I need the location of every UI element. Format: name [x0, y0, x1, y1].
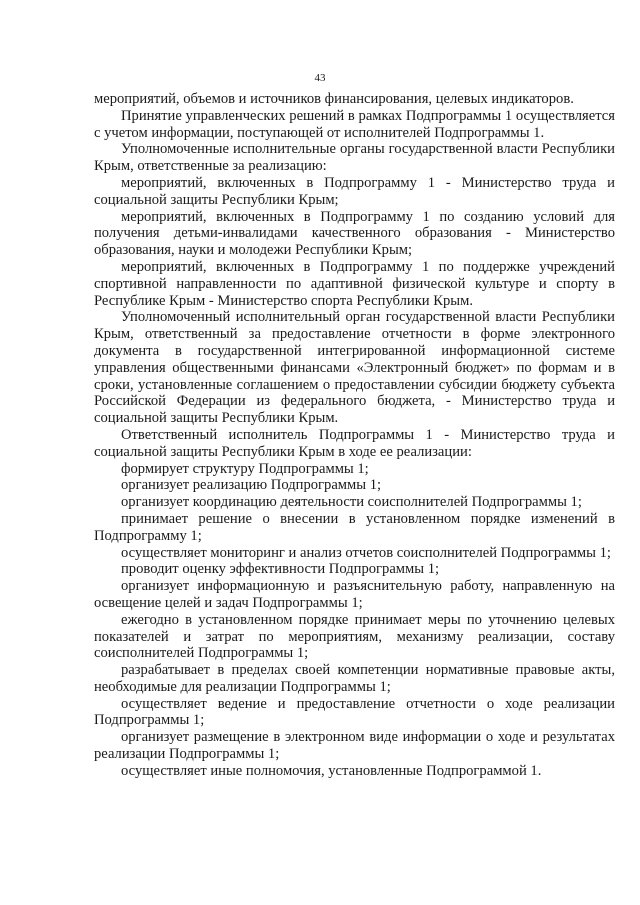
duty-item: организует информационную и разъяснительную работу, направленную на освещение целей и задач Подпрограммы 1; [94, 578, 615, 611]
duty-item: принимает решение о внесении в установленном порядке изменений в Подпрограмму 1; [94, 510, 615, 544]
duty-item: осуществляет мониторинг и анализ отчетов соисполнителей Подпрограммы 1; [121, 544, 611, 561]
paragraph-reporting-body: Уполномоченный исполнительный орган государственной власти Республики Крым, ответственный за предоставление отчетности в форме электронного документа в государственной интегрированной информационной системе управления общественными финансами «Электронный бюджет» по формам и в сроки, установленные соглашением о предоставлении субсидии бюджету субъекта Российской Федерации из федерального бюджета, - Министерство труда и социальной защиты Республики Крым. [94, 309, 615, 427]
duty-item: разрабатывает в пределах своей компетенции нормативные правовые акты, необходимые для реализации Подпрограммы 1; [94, 662, 615, 695]
list-item-ministry-education: мероприятий, включенных в Подпрограмму 1 по созданию условий для получения детьми-инвалидами качественного образования - Министерство образования, науки и молодежи Республики Крым; [94, 208, 615, 259]
list-item-ministry-sport: мероприятий, включенных в Подпрограмму 1 по поддержке учреждений спортивной направленности по адаптивной физической культуре и спорту в Республике Крым - Министерство спорта Республики Крым. [94, 258, 615, 309]
paragraph-authorized-bodies: Уполномоченные исполнительные органы государственной власти Республики Крым, ответственные за реализацию: [94, 141, 615, 175]
duty-item: проводит оценку эффективности Подпрограммы 1; [121, 561, 440, 578]
list-item-ministry-labor: мероприятий, включенных в Подпрограмму 1 - Министерство труда и социальной защиты Республики Крым; [94, 174, 615, 208]
duty-item: организует координацию деятельности соисполнителей Подпрограммы 1; [121, 494, 582, 511]
body-text [94, 91, 615, 780]
duty-item: формирует структуру Подпрограммы 1; [121, 460, 369, 477]
duty-item: организует реализацию Подпрограммы 1; [121, 477, 382, 494]
duty-item: ежегодно в установленном порядке принимает меры по уточнению целевых показателей и затрат по мероприятиям, механизму реализации, составу соисполнителей Подпрограммы 1; [94, 611, 615, 662]
duty-item: организует размещение в электронном виде информации о ходе и результатах реализации Подпрограммы 1; [94, 729, 615, 763]
paragraph-management-decisions: Принятие управленческих решений в рамках Подпрограммы 1 осуществляется с учетом информации, поступающей от исполнителей Подпрограммы 1. [94, 107, 615, 141]
duty-item: осуществляет ведение и предоставление отчетности о ходе реализации Подпрограммы 1; [94, 695, 615, 729]
duty-item: осуществляет иные полномочия, установленные Подпрограммой 1. [121, 762, 542, 779]
page-number: 43 [314, 72, 326, 84]
paragraph-responsible-executor: Ответственный исполнитель Подпрограммы 1 - Министерство труда и социальной защиты Республики Крым в ходе ее реализации: [94, 426, 615, 460]
paragraph-continuation: мероприятий, объемов и источников финансирования, целевых индикаторов. [94, 91, 574, 107]
